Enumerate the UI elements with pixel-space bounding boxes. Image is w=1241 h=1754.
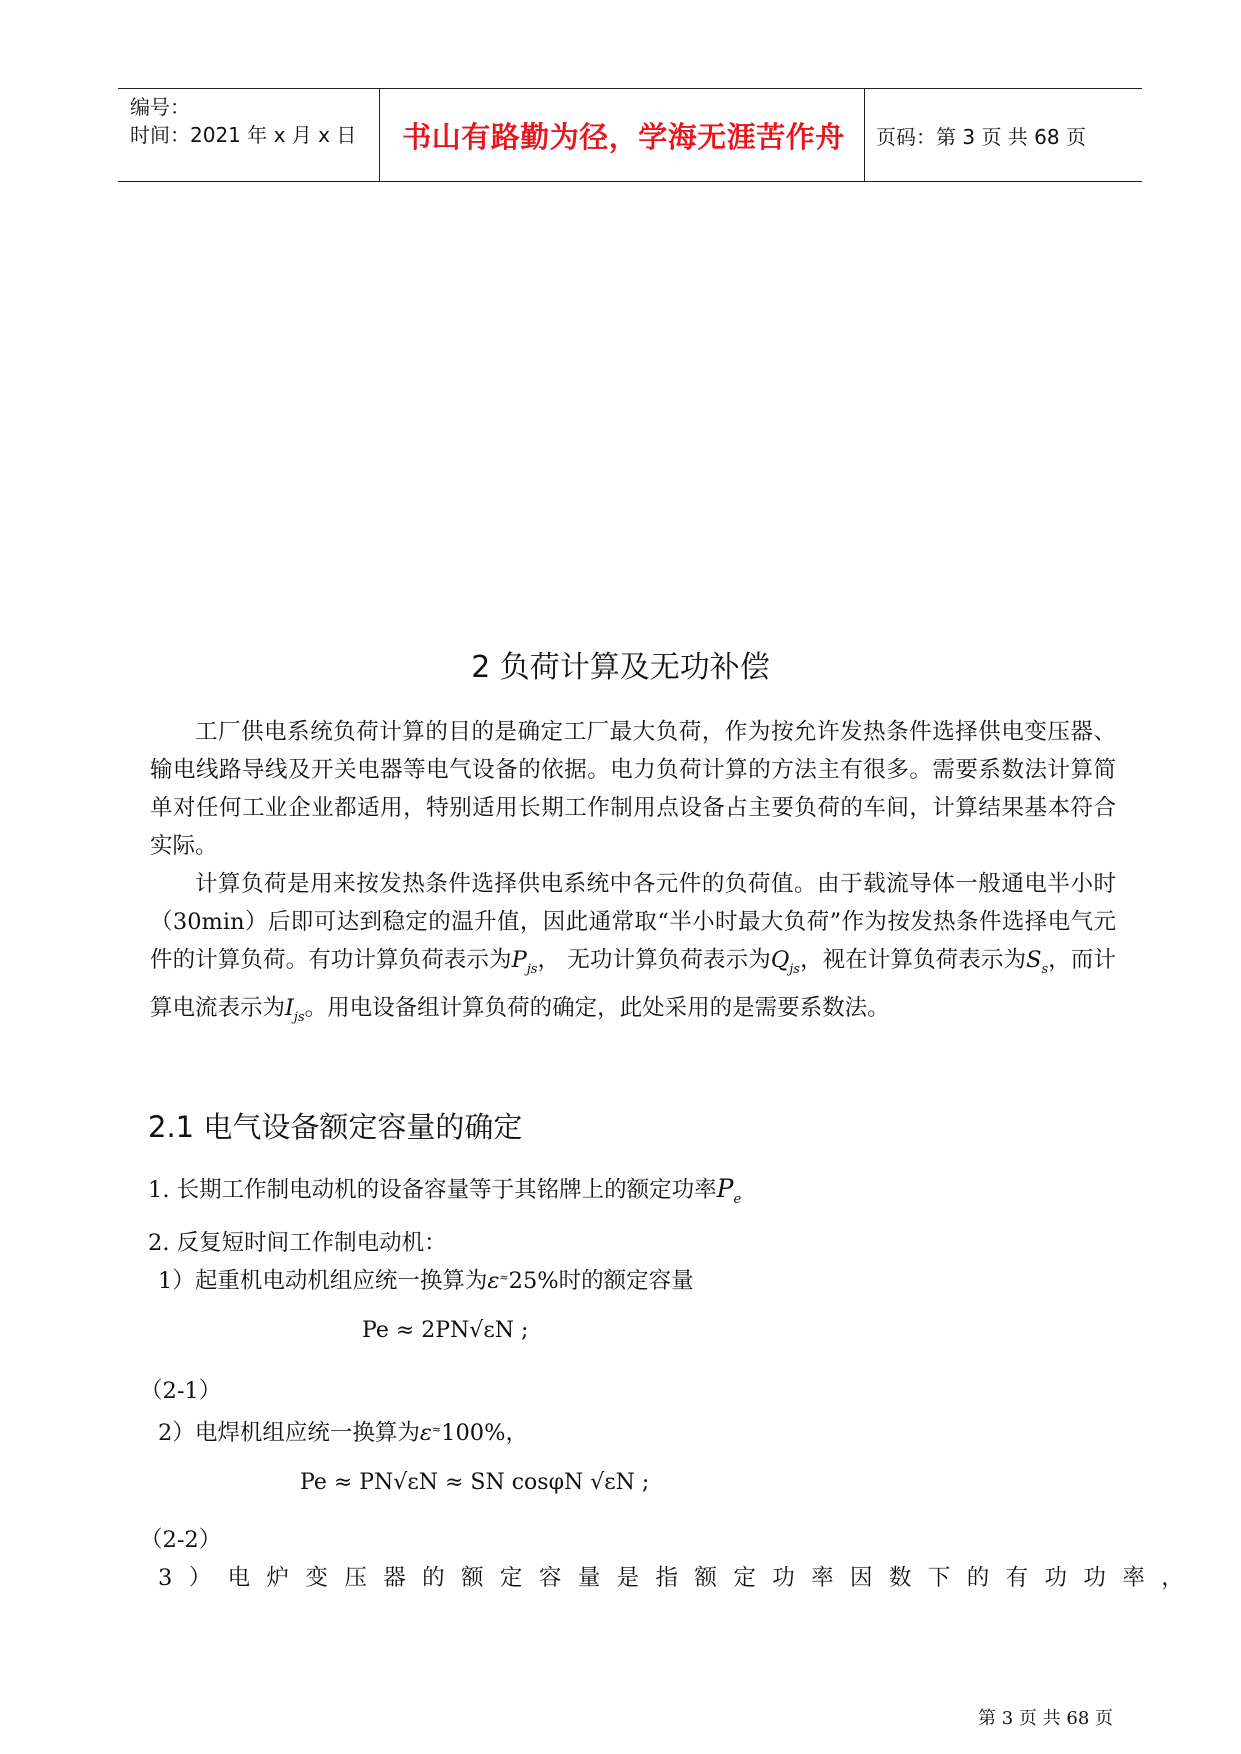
time-label: 时间：2021 年 x 月 x 日	[130, 123, 357, 147]
header-meta	[130, 93, 380, 149]
formula-1: Pe ≈ 2PN√εN ;	[362, 1318, 529, 1343]
item-2b: 2）电焊机组应统一换算为ε≈100%，	[158, 1420, 528, 1446]
equation-number-2: （2-2）	[140, 1527, 222, 1553]
formula-2: Pe ≈ PN√εN ≈ SN cosφN √εN ;	[300, 1470, 650, 1495]
number-label: 编号：	[130, 95, 190, 119]
subsection-title: 2.1 电气设备额定容量的确定	[148, 1110, 523, 1144]
item-2: 2. 反复短时间工作制电动机：	[148, 1230, 447, 1256]
equation-number-1: （2-1）	[140, 1378, 222, 1404]
header-motto: 书山有路勤为径，学海无涯苦作舟	[402, 119, 845, 154]
header-page-label: 页码：第 3 页 共 68 页	[876, 124, 1086, 149]
item-2a: 1）起重机电动机组应统一换算为ε≈25%时的额定容量	[158, 1268, 694, 1294]
paragraph-1: 工厂供电系统负荷计算的目的是确定工厂最大负荷，作为按允许发热条件选择供电变压器、输电线路导线及开关电器等电气设备的依据。电力负荷计算的方法主有很多。需要系数法计算简单对任何工业企业都适用，特别适用长期工作制用点设备占主要负荷的车间，计算结果基本符合实际。	[150, 719, 1116, 859]
item-1: 1. 长期工作制电动机的设备容量等于其铭牌上的额定功率$P_e$	[148, 1174, 742, 1207]
section-title: 2 负荷计算及无功补偿	[471, 650, 770, 685]
paragraph-2: 计算负荷是用来按发热条件选择供电系统中各元件的负荷值。由于载流导体一般通电半小时（30min）后即可达到稳定的温升值，因此通常取“半小时最大负荷”作为按发热条件选择电气元件的计算负荷。有功计算负荷表示为$P_{js}$， 无功计算负荷表示为$Q_{js}$，视在计算负荷表示为$S_s$，而计算电流表示为$I_{js}$。用电设备组计算负荷的确定，此处采用的是需要系数法。	[150, 871, 1116, 1025]
body-text	[150, 713, 1116, 1037]
page-footer: 第 3 页 共 68 页	[978, 1708, 1113, 1729]
header-divider	[864, 89, 865, 181]
page-header	[118, 88, 1142, 182]
item-3: 3）电炉变压器的额定容量是指额定功率因数下的有功功率，	[158, 1565, 1201, 1591]
